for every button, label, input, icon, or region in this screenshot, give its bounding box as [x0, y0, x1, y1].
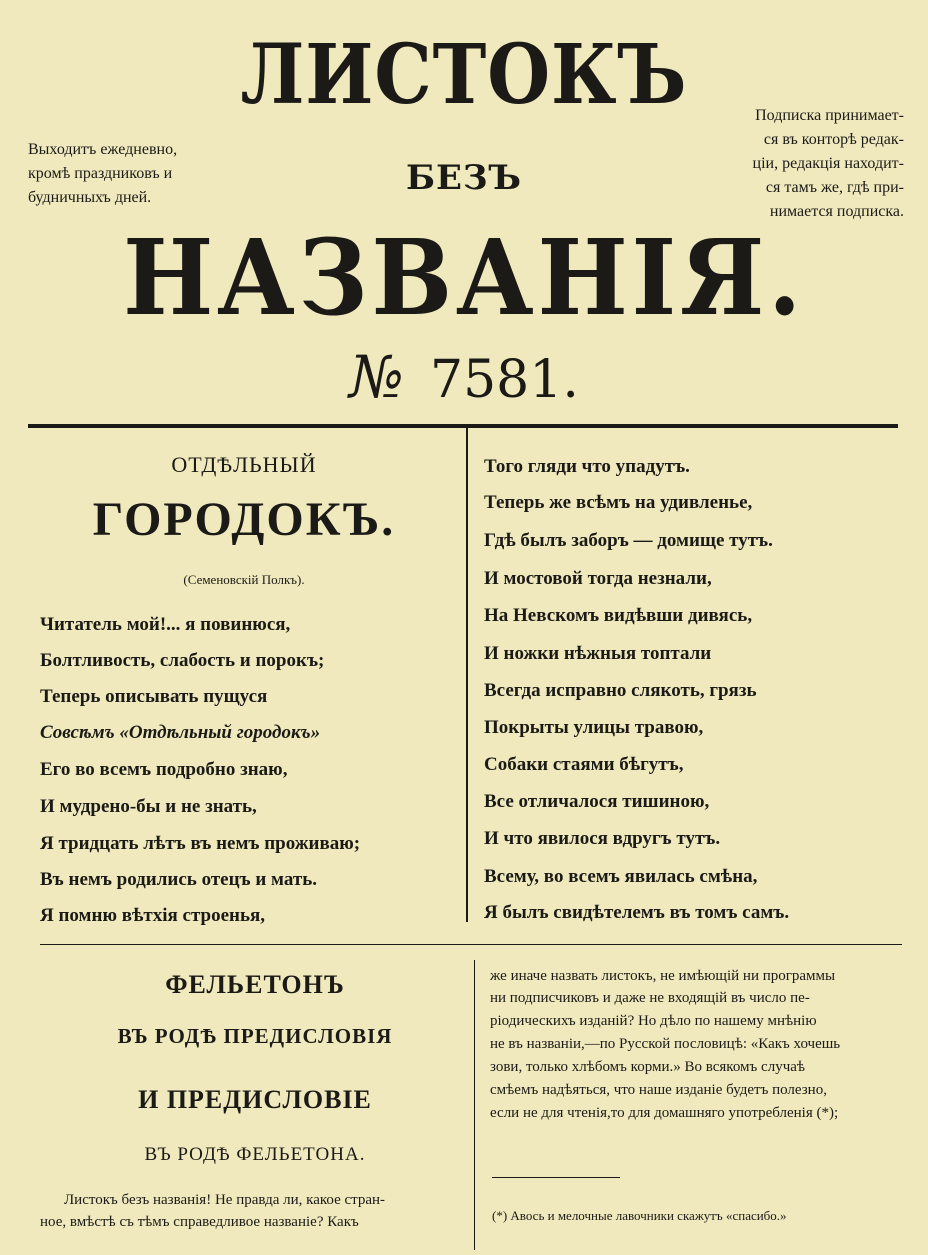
prose-line: ріодическихъ изданій? Но дѣло по нашему мнѣнію: [490, 1013, 817, 1029]
poem-line: И ножки нѣжныя топтали: [484, 643, 712, 664]
preface-subheading: ВЪ РОДѢ ФЕЛЬЕТОНА.: [144, 1144, 366, 1165]
note-line: ся въ конторѣ редак-: [763, 131, 904, 148]
number-sign: №: [349, 343, 404, 411]
poem-line: На Невскомъ видѣвши дивясь,: [484, 605, 753, 626]
prose-line: ное, вмѣстѣ съ тѣмъ справедливое названіе? Какъ: [40, 1214, 359, 1230]
poem-line: Его во всемъ подробно знаю,: [40, 759, 288, 780]
poem-line: Читатель мой!... я повинюся,: [40, 614, 291, 635]
footnote-rule: [492, 1177, 620, 1178]
poem-kicker: ОТДѢЛЬНЫЙ: [171, 452, 317, 477]
note-line: ся тамъ же, гдѣ при-: [765, 179, 904, 196]
poem-line: И мудрено-бы и не знать,: [40, 796, 257, 817]
note-line: будничныхъ дней.: [28, 189, 152, 206]
poem-line: Все отличалося тишиною,: [484, 791, 710, 812]
subscription-note: [704, 104, 904, 224]
column-divider: [474, 960, 475, 1250]
masthead-rule: [28, 424, 898, 428]
masthead-conjunction: БЕЗЪ: [405, 158, 522, 198]
poem-title: ГОРОДОКЪ.: [92, 493, 396, 546]
feuilleton-heading: ФЕЛЬЕТОНЪ: [165, 970, 345, 999]
poem-line: Собаки стаями бѣгутъ,: [484, 754, 684, 775]
masthead-title: ЛИСТОКЪ: [240, 27, 688, 123]
poem-line: Въ немъ родились отецъ и мать.: [40, 869, 318, 890]
note-line: Подписка принимает-: [755, 107, 904, 124]
poem-line: Того гляди что упадутъ.: [484, 456, 690, 477]
note-line: кромѣ праздниковъ и: [28, 165, 173, 182]
issue-number: [0, 343, 928, 411]
section-rule: [40, 944, 902, 945]
prose-line: если не для чтенія,то для домашняго употребленія (*);: [490, 1105, 839, 1121]
poem-line: Я тридцать лѣтъ въ немъ проживаю;: [40, 833, 361, 854]
prose-line: не въ названіи,—по Русской пословицѣ: «Какъ хочешь: [490, 1036, 841, 1052]
preface-heading: И ПРЕДИСЛОВІЕ: [138, 1085, 372, 1114]
masthead-subtitle: НАЗВАНІЯ.: [122, 216, 806, 339]
poem-line: И что явилося вдругъ тутъ.: [484, 828, 721, 849]
poem-line: Я былъ свидѣтелемъ въ томъ самъ.: [484, 902, 790, 923]
footnote: (*) Авось и мелочные лавочники скажутъ «спасибо.»: [492, 1208, 787, 1223]
publication-schedule-note: [28, 138, 228, 210]
prose-line: смѣемъ надѣяться, что наше изданіе будетъ полезно,: [490, 1082, 827, 1098]
feuilleton-subheading: ВЪ РОДѢ ПРЕДИСЛОВІЯ: [117, 1024, 393, 1048]
poem-line: Теперь описывать пущуся: [40, 686, 268, 707]
poem-line: Я помню вѣтхія строенья,: [40, 905, 266, 926]
note-line: Выходитъ ежедневно,: [28, 141, 178, 158]
prose-line: ни подписчиковъ и даже не входящій въ число пе-: [490, 990, 810, 1006]
poem-line: Теперь же всѣмъ на удивленье,: [484, 492, 753, 513]
poem-line: Всегда исправно слякоть, грязь: [484, 680, 757, 701]
issue-number-value: 7581.: [430, 350, 579, 410]
prose-line: же иначе назвать листокъ, не имѣющій ни программы: [490, 968, 836, 984]
poem-line: Покрыты улицы травою,: [484, 717, 704, 738]
poem-line: Совсѣмъ «Отдѣльный городокъ»: [40, 722, 321, 743]
note-line: ціи, редакція находит-: [752, 155, 904, 172]
note-line: нимается подписка.: [769, 203, 904, 220]
poem-line: Гдѣ былъ заборъ — домище тутъ.: [484, 530, 773, 551]
prose-line: зови, только хлѣбомъ корми.» Во всякомъ случаѣ: [490, 1059, 806, 1075]
poem-subtitle: (Семеновскій Полкъ).: [183, 572, 305, 587]
poem-line: И мостовой тогда незнали,: [484, 568, 712, 589]
column-divider: [466, 428, 468, 922]
poem-line: Всему, во всемъ явилась смѣна,: [484, 866, 758, 887]
prose-line: Листокъ безъ названія! Не правда ли, какое стран-: [64, 1192, 386, 1208]
poem-line: Болтливость, слабость и порокъ;: [40, 650, 325, 671]
